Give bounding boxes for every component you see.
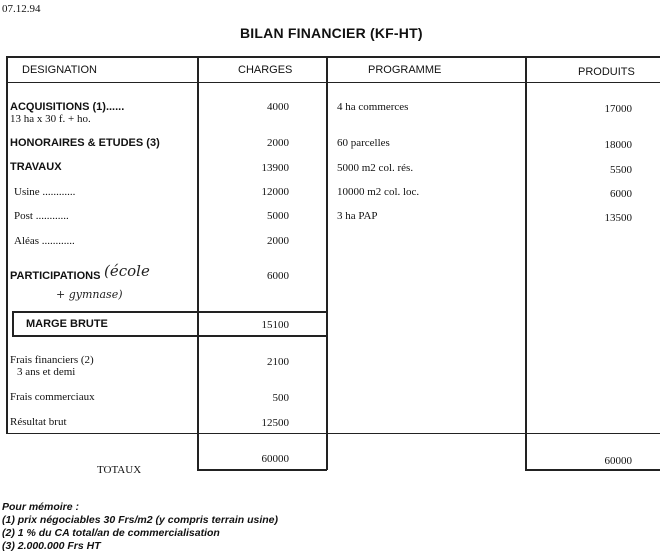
row-usine-label: Usine ............ [14,186,76,198]
row-aleas-charges: 2000 [267,235,289,247]
header-produits: PRODUITS [578,66,635,78]
row-post-produits: 13500 [604,212,632,224]
frais-commerciaux-charges: 500 [272,392,289,404]
header-bottom-border [6,82,660,83]
header-designation: DESIGNATION [22,64,97,76]
memo-line-1: (1) prix négociables 30 Frs/m2 (y compris terrain usine) [2,514,279,526]
memo-line-3: (3) 2.000.000 Frs HT [2,540,101,552]
row-acquisitions-produits: 17000 [604,103,632,115]
row-acquisitions-label: ACQUISITIONS (1)...... [10,101,125,113]
row-acquisitions-programme: 4 ha commerces [337,101,409,113]
document-date: 07.12.94 [2,3,41,15]
row-honoraires-produits: 18000 [604,139,632,151]
handwritten-note-line1: (école [104,262,150,280]
charges-total-bottom [197,469,327,471]
row-usine-produits: 6000 [610,188,632,200]
row-honoraires-charges: 2000 [267,137,289,149]
resultat-brut-charges: 12500 [261,417,289,429]
produits-left-border [525,56,527,470]
totaux-produits: 60000 [604,455,632,467]
row-travaux-charges: 13900 [261,162,289,174]
row-honoraires-label: HONORAIRES & ETUDES (3) [10,137,160,149]
document-title: BILAN FINANCIER (KF-HT) [240,25,423,41]
header-programme: PROGRAMME [368,64,442,76]
totaux-top-border [6,433,660,434]
row-usine-charges: 12000 [261,186,289,198]
table-left-border [6,56,8,434]
row-post-label: Post ............ [14,210,69,222]
row-travaux-produits: 5500 [610,164,632,176]
row-acquisitions-sub: 13 ha x 30 f. + ho. [10,113,91,125]
row-acquisitions-charges: 4000 [267,101,289,113]
handwritten-note-line2: + gymnase) [56,288,123,301]
row-aleas-label: Aléas ............ [14,235,75,247]
row-participations-label: PARTICIPATIONS [10,270,101,282]
row-post-programme: 3 ha PAP [337,210,378,222]
row-post-charges: 5000 [267,210,289,222]
resultat-brut-label: Résultat brut [10,416,67,428]
charges-left-border [197,56,199,470]
memo-line-2: (2) 1 % du CA total/an de commercialisation [2,527,220,539]
row-travaux-label: TRAVAUX [10,161,62,173]
row-participations-charges: 6000 [267,270,289,282]
frais-financiers-sub: 3 ans et demi [17,366,76,378]
charges-right-border [326,56,328,470]
marge-box-top [12,311,326,313]
totaux-label: TOTAUX [97,464,142,476]
row-usine-programme: 10000 m2 col. loc. [337,186,420,198]
memo-heading: Pour mémoire : [2,501,80,513]
header-charges: CHARGES [238,64,293,76]
produits-total-bottom [525,469,660,471]
row-travaux-programme: 5000 m2 col. rés. [337,162,414,174]
table-top-border [6,56,660,58]
frais-commerciaux-label: Frais commerciaux [10,391,95,403]
row-honoraires-programme: 60 parcelles [337,137,390,149]
marge-brute-value: 15100 [261,319,289,331]
frais-financiers-charges: 2100 [267,356,289,368]
marge-box-bottom [12,335,326,337]
marge-brute-label: MARGE BRUTE [26,318,108,330]
frais-financiers-label: Frais financiers (2) [10,354,94,366]
totaux-charges: 60000 [261,453,289,465]
marge-box-left [12,311,14,336]
